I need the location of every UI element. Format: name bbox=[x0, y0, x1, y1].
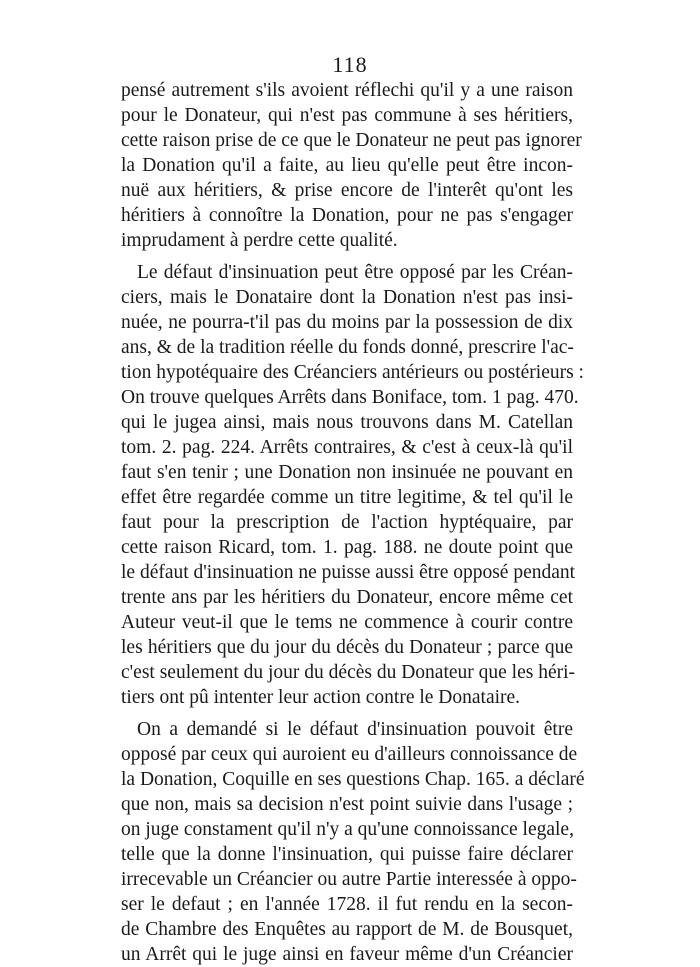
text-line: la Donation qu'il a faite, au lieu qu'elle peut être incon- bbox=[121, 155, 573, 176]
text-line: les héritiers que du jour du décès du Donateur ; parce que bbox=[121, 637, 573, 658]
text-line: cette raison prise de ce que le Donateur ne peut pas ignorer bbox=[121, 130, 582, 151]
text-line: héritiers à connoître la Donation, pour ne pas s'engager bbox=[121, 205, 573, 226]
text-line: le défaut d'insinuation ne puisse aussi être opposé pendant bbox=[121, 562, 576, 583]
text-line: ans, & de la tradition réelle du fonds donné, prescrire l'ac- bbox=[121, 337, 574, 358]
text-line: pour le Donateur, qui n'est pas commune à ses héritiers, bbox=[121, 105, 573, 126]
text-line: on juge constament qu'il n'y a qu'une connoissance legale, bbox=[121, 819, 574, 840]
text-line: un Arrêt qui le juge ainsi en faveur même d'un Créancier bbox=[121, 944, 573, 965]
text-line: la Donation, Coquille en ses questions Chap. 165. a déclaré bbox=[121, 769, 585, 790]
paragraph-3 bbox=[121, 717, 585, 967]
text-line: faut s'en tenir ; une Donation non insinuée ne pouvant en bbox=[121, 462, 573, 483]
text-line: faut pour la prescription de l'action hyptéquaire, par bbox=[121, 512, 573, 533]
text-line: On trouve quelques Arrêts dans Boniface, tom. 1 pag. 470. bbox=[121, 387, 579, 408]
text-line: Le défaut d'insinuation peut être opposé par les Créan- bbox=[137, 262, 573, 283]
text-line: trente ans par les héritiers du Donateur, encore même cet bbox=[121, 587, 573, 608]
text-line: tion hypotéquaire des Créanciers antérieurs ou postérieurs : bbox=[121, 362, 584, 383]
text-line: c'est seulement du jour du décès du Donateur que les héri- bbox=[121, 662, 576, 683]
page-number: 118 bbox=[332, 52, 368, 77]
text-line: de Chambre des Enquêtes au rapport de M. de Bousquet, bbox=[121, 919, 573, 940]
text-line: qui le jugea ainsi, mais nous trouvons dans M. Catellan bbox=[121, 412, 573, 433]
text-line: irrecevable un Créancier ou autre Partie interessée à oppo- bbox=[121, 869, 577, 890]
text-line: imprudament à perdre cette qualité. bbox=[121, 230, 398, 251]
text-line: telle que la donne l'insinuation, qui puisse faire déclarer bbox=[121, 844, 573, 865]
text-line: tom. 2. pag. 224. Arrêts contraires, & c'est à ceux-là qu'il bbox=[121, 437, 573, 458]
text-line: ciers, mais le Donataire dont la Donation n'est pas insi- bbox=[121, 287, 573, 308]
text-line: nuë aux héritiers, & prise encore de l'interêt qu'ont les bbox=[121, 180, 573, 201]
text-line: nuée, ne pourra-t'il pas du moins par la possession de dix bbox=[121, 312, 573, 333]
text-line: tiers ont pû intenter leur action contre le Donataire. bbox=[121, 687, 521, 708]
text-line: ser le defaut ; en l'année 1728. il fut rendu en la secon- bbox=[121, 894, 573, 915]
paragraph-1 bbox=[121, 78, 582, 253]
text-line: cette raison Ricard, tom. 1. pag. 188. ne doute point que bbox=[121, 537, 573, 558]
body-text bbox=[121, 78, 585, 967]
paragraph-2 bbox=[121, 260, 584, 710]
text-line: effet être regardée comme un titre legitime, & tel qu'il le bbox=[121, 487, 573, 508]
text-line: que non, mais sa decision n'est point suivie dans l'usage ; bbox=[121, 794, 573, 815]
text-line: On a demandé si le défaut d'insinuation pouvoit être bbox=[137, 719, 573, 740]
text-line: opposé par ceux qui auroient eu d'ailleurs connoissance de bbox=[121, 744, 578, 765]
text-line: pensé autrement s'ils avoient réflechi qu'il y a une raison bbox=[121, 80, 573, 101]
text-line: Auteur veut-il que le tems ne commence à courir contre bbox=[121, 612, 573, 633]
